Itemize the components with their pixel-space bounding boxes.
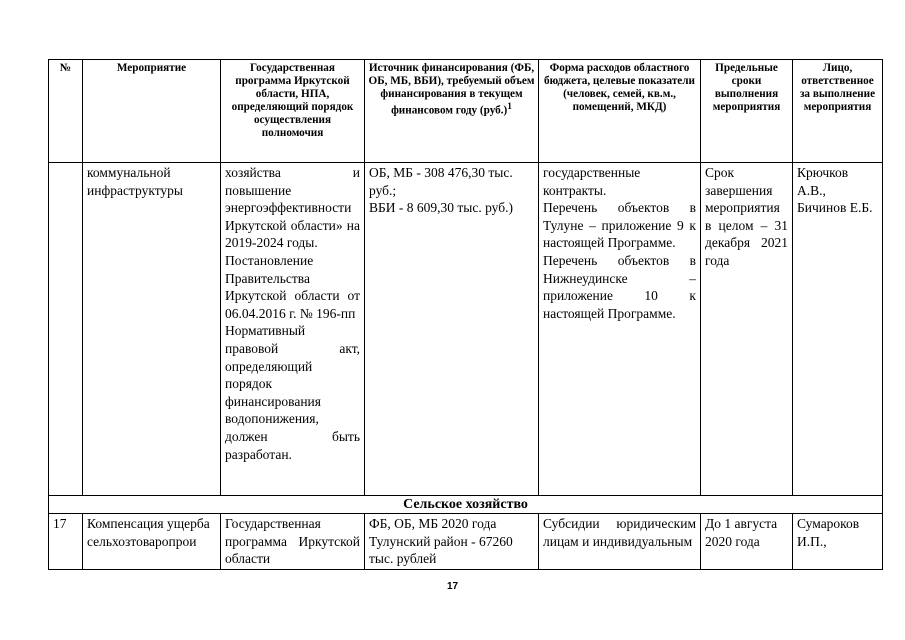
form-text-2: Перечень объектов в Тулуне – приложение 9 к настоящей Программе. [543, 200, 696, 251]
header-source [365, 60, 539, 163]
table-row-continued [49, 163, 883, 496]
program-text-2: Постановление Правительства Иркутской области от 06.04.2016 г. № 196-пп [225, 252, 360, 321]
form-text-1: государственные контракты. [543, 165, 641, 198]
section-title: Сельское хозяйство [49, 496, 883, 514]
header-num: № [49, 60, 83, 163]
cell-person: Сумароков И.П., [793, 514, 883, 570]
cell-source: ФБ, ОБ, МБ 2020 года Тулунский район - 67260 тыс. рублей [365, 514, 539, 570]
source-text-1: ОБ, МБ - 308 476,30 тыс. руб.; [369, 165, 513, 198]
section-row [49, 496, 883, 514]
cell-program [221, 163, 365, 496]
measures-table [48, 59, 883, 570]
header-event: Мероприятие [83, 60, 221, 163]
header-deadline: Предельные сроки выполнения мероприятия [701, 60, 793, 163]
form-text-3: Перечень объектов в Нижнеудинске – приложение 10 к настоящей Программе. [543, 252, 696, 321]
header-person: Лицо, ответственное за выполнение мероприятия [793, 60, 883, 163]
table-row-17 [49, 514, 883, 570]
cell-num [49, 163, 83, 496]
cell-num: 17 [49, 514, 83, 570]
program-text-3: Нормативный правовой акт, определяющий порядок финансирования водопонижения, должен быть разработан. [225, 323, 360, 462]
header-form: Форма расходов областного бюджета, целевые показатели (человек, семей, кв.м., помещений, МКД) [539, 60, 701, 163]
header-source-text: Источник финансирования (ФБ, ОБ, МБ, ВБИ), требуемый объем финансирования в текущем финансовом году (руб.) [368, 62, 535, 117]
table-header-row [49, 60, 883, 163]
cell-form: Субсидии юридическим лицам и индивидуальным [539, 514, 701, 570]
cell-deadline: Срок завершения мероприятия в целом – 31 декабря 2021 года [701, 163, 793, 496]
page-number: 17 [446, 581, 459, 592]
cell-event: коммунальной инфраструктуры [83, 163, 221, 496]
header-program: Государственная программа Иркутской области, НПА, определяющий порядок осуществления полномочия [221, 60, 365, 163]
source-text-2: ВБИ - 8 609,30 тыс. руб.) [369, 200, 513, 216]
cell-person: Крючков А.В., Бичинов Е.Б. [793, 163, 883, 496]
header-source-footnote: 1 [507, 102, 512, 112]
program-text-1: хозяйства и повышение энергоэффективности Иркутской области» на 2019-2024 годы. [225, 165, 360, 251]
cell-program: Государственная программа Иркутской области [221, 514, 365, 570]
cell-event: Компенсация ущерба сельхозтоваропрои [83, 514, 221, 570]
cell-source [365, 163, 539, 496]
cell-form [539, 163, 701, 496]
cell-deadline: До 1 августа 2020 года [701, 514, 793, 570]
